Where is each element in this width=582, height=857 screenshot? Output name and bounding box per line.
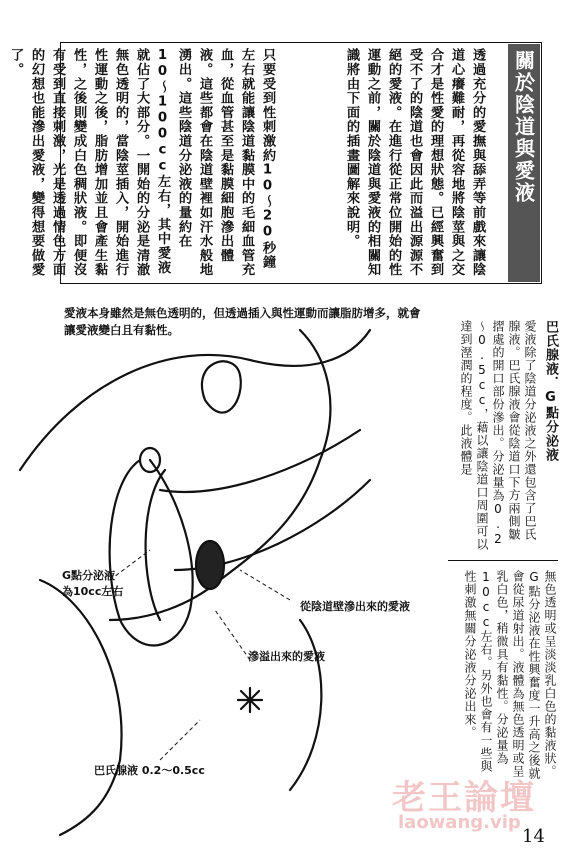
anus-mark [238, 688, 262, 712]
vaginal-canal-upper [160, 430, 360, 492]
thigh-contour [40, 580, 122, 835]
main-text [8, 48, 488, 280]
gspot-text: 無色透明或呈淡淡乳白色的黏液狀。G點分泌液在性興奮度一升高之後就會從尿道射出。液體為無色透明或呈乳白色，稍微具有黏性。分泌量為10cc左右。另外也會有一些與性刺激無關分泌液分泌出來。 [463, 570, 557, 780]
watermark-url: laowang.vip [398, 812, 521, 833]
labia-outer [110, 460, 193, 645]
page-number: 14 [522, 826, 545, 847]
bartholin-section [428, 320, 558, 552]
label-wall: 從陰道壁滲出來的愛液 [300, 600, 410, 613]
diagram-caption: 愛液本身雖然是無色透明的，但透過插入與性運動而讓脂肪增多，就會讓愛液變白且有黏性。 [64, 306, 421, 337]
leader-wall [240, 570, 290, 600]
bartholin-text: 愛液除了陰道分泌液之外還包含了巴氏腺液。巴氏腺液會從陰道口下方兩側皺摺處的開口部份滲出。分泌量為0.2～0.5cc，藉以讓陰道口周圍可以達到溼潤的程度。此液體是 [459, 320, 537, 551]
leader-overflow [215, 610, 250, 660]
leader-bartholin [160, 720, 200, 760]
bladder-shape [202, 361, 241, 412]
main-paragraph-1: 透過充分的愛撫與舔弄等前戲來讓陰道心癢難耐，再從容地將陰莖與之交合才是性愛的理想狀態。已經興奮到受不了的陰道也會因此而溢出源源不絕的愛液。在進行從正常位開始的性運動之前，關於陰道與愛液的相關知識將由下面的插畫圖解來說明。 [344, 48, 485, 277]
column-divider [448, 560, 558, 561]
body-contour [20, 330, 370, 470]
main-paragraph-2: 只要受到性刺激約10～20秒鐘左右就能讓陰道黏膜中的毛細血管充血，從血管甚至是黏膜細胞滲出體液。這些都會在陰道壁裡如汗水般地湧出。這些陰道分泌液的量約在10～100cc左右，其中愛液就佔了大部分。一開始的分泌是清澈無色透明的，當陰莖插入，開始進行性運動之後，脂肪增加並且會產生黏性，之後則變成白色稠狀液。即便沒有受到直接刺激，光是透過情色方面的幻想也能滲出愛液，變得想要做愛了。 [8, 48, 275, 277]
label-bartholin: 巴氏腺液 0.2～0.5cc [94, 764, 205, 777]
section-title-text: 關於陰道與愛液 [511, 50, 536, 204]
bartholin-heading: 巴氏腺液．G點分泌液 [543, 320, 558, 462]
label-overflow: 滲溢出來的愛液 [248, 650, 325, 663]
vaginal-opening [196, 541, 224, 589]
label-gspot: G點分泌液 為10cc左右 [62, 569, 124, 598]
buttock-contour [290, 620, 321, 790]
section-title [508, 44, 540, 282]
watermark: 老王論壇 [392, 778, 536, 818]
labia-inner [146, 470, 165, 620]
